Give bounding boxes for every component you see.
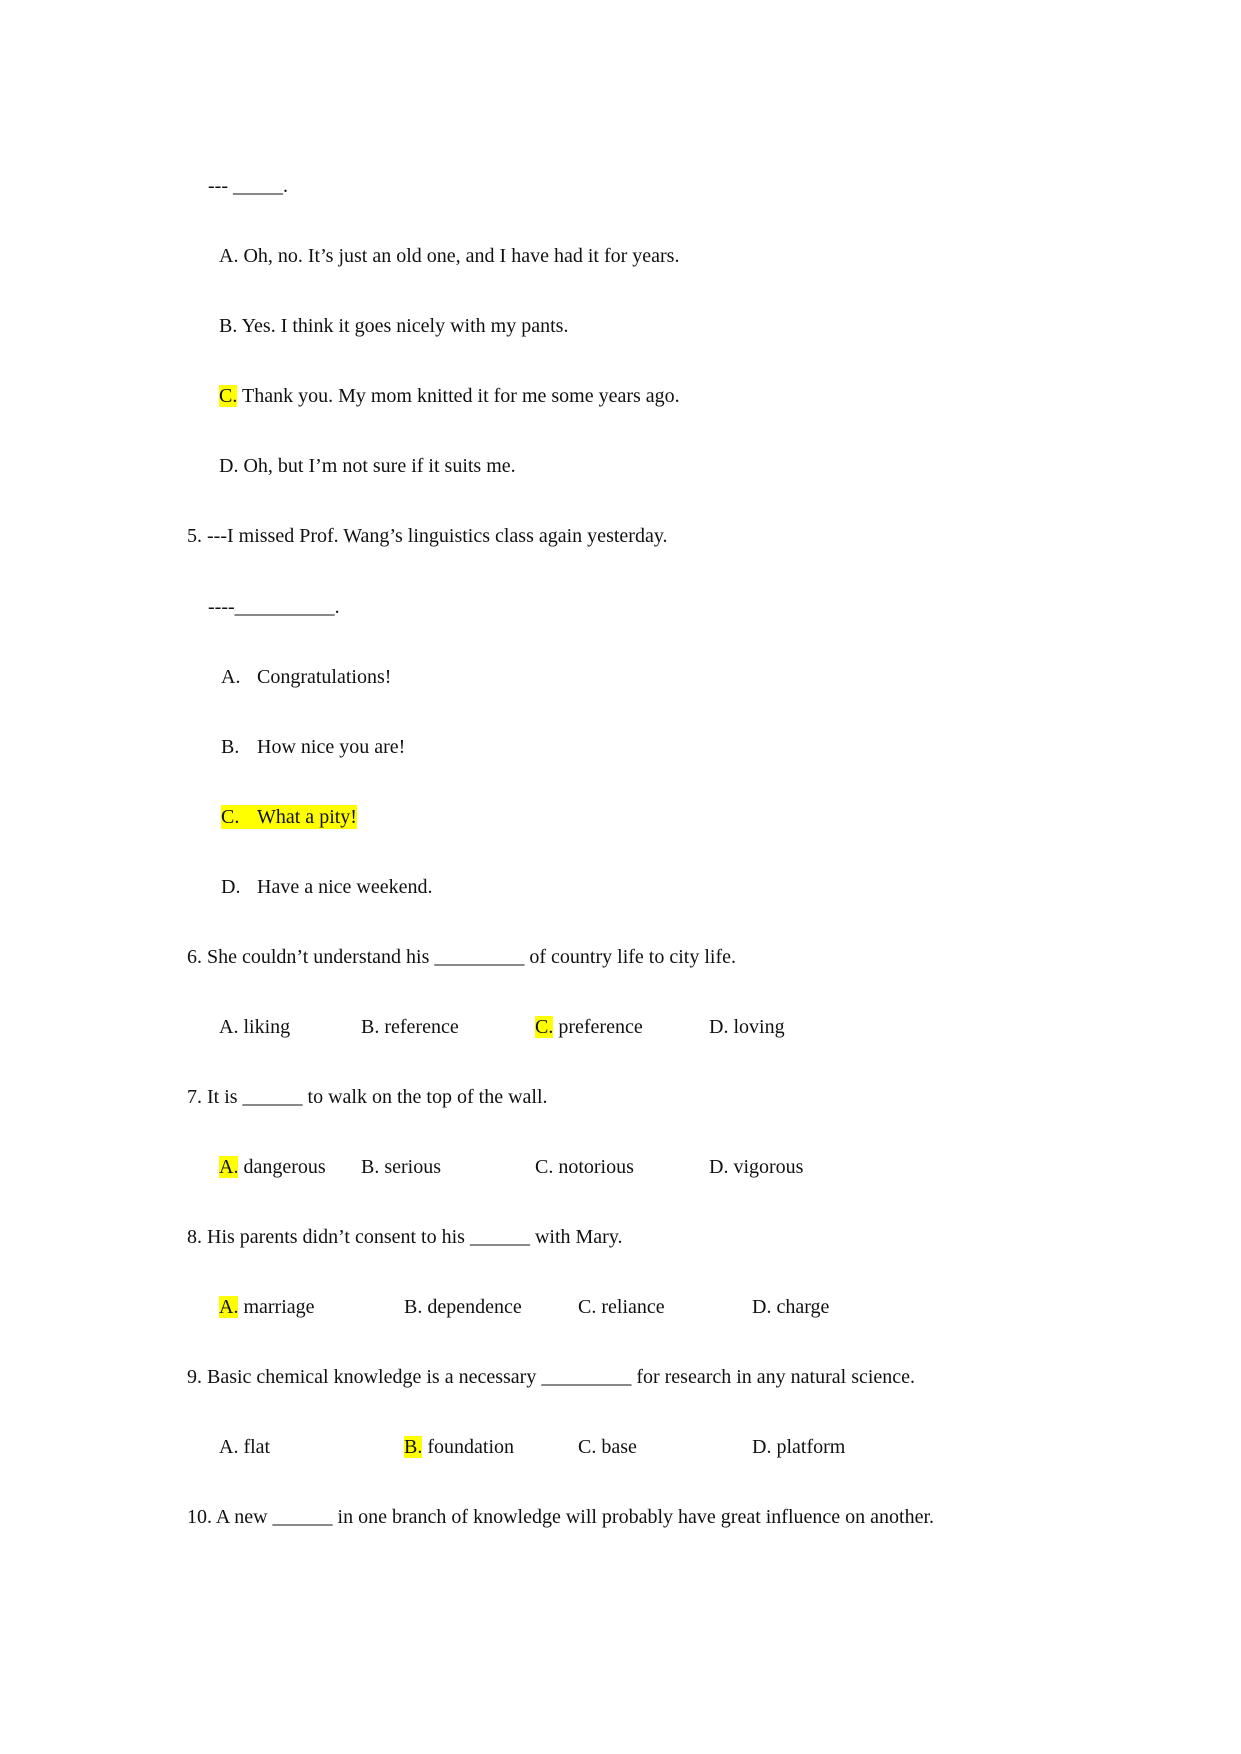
q8-option-d[interactable] — [752, 1295, 829, 1319]
q9-option-a[interactable] — [219, 1435, 270, 1459]
q7-option-b-text: serious — [379, 1156, 442, 1178]
q4-option-b[interactable] — [219, 314, 568, 338]
q8-option-c-text: reliance — [596, 1296, 665, 1318]
q4-option-d-letter: D. — [219, 455, 239, 477]
q7-option-d-letter: D. — [709, 1156, 729, 1178]
q4-option-d[interactable] — [219, 454, 516, 478]
q9-option-a-letter: A. — [219, 1436, 239, 1458]
q5-option-d-letter: D. — [221, 876, 241, 898]
q8-option-b[interactable] — [404, 1295, 522, 1319]
q4-option-d-text: Oh, but I’m not sure if it suits me. — [238, 455, 516, 477]
q4-option-b-letter: B. — [219, 315, 238, 337]
q10-stem: 10. A new ______ in one branch of knowledge will probably have great influence on another. — [187, 1506, 935, 1528]
q7-option-d-text: vigorous — [728, 1156, 804, 1178]
q6-stem: 6. She couldn’t understand his _________ of country life to city life. — [187, 946, 736, 968]
q9-option-c-text: base — [596, 1436, 637, 1458]
q8-option-a-text: marriage — [238, 1296, 315, 1318]
q8-option-d-text: charge — [771, 1296, 830, 1318]
q7-option-b-letter: B. — [361, 1156, 380, 1178]
q9-option-b-letter-highlighted: B. — [404, 1436, 423, 1458]
q6-option-c[interactable] — [535, 1015, 643, 1039]
q5-option-c-letter: C. — [221, 806, 240, 828]
q9-option-a-text: flat — [238, 1436, 271, 1458]
q4-option-c[interactable] — [219, 384, 680, 408]
q4-option-c-letter-highlighted: C. — [219, 385, 238, 407]
q6-option-a-text: liking — [238, 1016, 291, 1038]
q6-option-d-letter: D. — [709, 1016, 729, 1038]
q7-option-b[interactable] — [361, 1155, 441, 1179]
q9-option-d-text: platform — [771, 1436, 846, 1458]
q9-option-b-text: foundation — [422, 1436, 514, 1458]
q4-option-a-letter: A. — [219, 245, 239, 267]
q5-option-a-letter: A. — [221, 666, 241, 688]
q6-option-b-text: reference — [379, 1016, 459, 1038]
q6-option-b[interactable] — [361, 1015, 459, 1039]
q4-reply-line: --- _____. — [208, 175, 288, 197]
q6-option-d-text: loving — [728, 1016, 785, 1038]
q8-stem: 8. His parents didn’t consent to his ______ with Mary. — [187, 1226, 623, 1248]
q7-option-a-text: dangerous — [238, 1156, 326, 1178]
q5-option-b-text: How nice you are! — [257, 736, 406, 758]
q4-option-a[interactable] — [219, 244, 679, 268]
q7-option-c-text: notorious — [553, 1156, 634, 1178]
q6-option-c-letter-highlighted: C. — [535, 1016, 554, 1038]
q5-reply-line: ----__________. — [208, 596, 340, 618]
q9-option-c-letter: C. — [578, 1436, 597, 1458]
q6-option-b-letter: B. — [361, 1016, 380, 1038]
q9-option-d-letter: D. — [752, 1436, 772, 1458]
q7-option-d[interactable] — [709, 1155, 803, 1179]
q5-option-a-text: Congratulations! — [257, 666, 392, 688]
q5-option-d-text: Have a nice weekend. — [257, 876, 433, 898]
q5-option-c-text: What a pity! — [257, 806, 357, 828]
q7-option-c[interactable] — [535, 1155, 634, 1179]
q5-option-d[interactable] — [221, 875, 432, 899]
q7-option-a[interactable] — [219, 1155, 326, 1179]
q7-option-a-letter-highlighted: A. — [219, 1156, 239, 1178]
q6-option-a[interactable] — [219, 1015, 290, 1039]
q4-option-c-text: Thank you. My mom knitted it for me some years ago. — [237, 385, 680, 407]
q4-option-a-text: Oh, no. It’s just an old one, and I have had it for years. — [238, 245, 680, 267]
q8-option-d-letter: D. — [752, 1296, 772, 1318]
q8-option-a[interactable] — [219, 1295, 315, 1319]
q6-option-a-letter: A. — [219, 1016, 239, 1038]
q5-option-a[interactable] — [221, 665, 391, 689]
q7-option-c-letter: C. — [535, 1156, 554, 1178]
q8-option-c[interactable] — [578, 1295, 665, 1319]
q4-option-b-text: Yes. I think it goes nicely with my pants. — [237, 315, 569, 337]
q5-option-b-letter: B. — [221, 736, 240, 758]
q9-option-b[interactable] — [404, 1435, 514, 1459]
q6-option-d[interactable] — [709, 1015, 785, 1039]
q8-option-b-text: dependence — [422, 1296, 522, 1318]
q7-stem: 7. It is ______ to walk on the top of the wall. — [187, 1086, 548, 1108]
q9-option-c[interactable] — [578, 1435, 637, 1459]
q6-option-c-text: preference — [553, 1016, 643, 1038]
q5-option-c-highlighted — [221, 805, 357, 829]
q8-option-c-letter: C. — [578, 1296, 597, 1318]
q8-option-b-letter: B. — [404, 1296, 423, 1318]
q5-stem: 5. ---I missed Prof. Wang’s linguistics class again yesterday. — [187, 525, 668, 547]
q9-option-d[interactable] — [752, 1435, 845, 1459]
q8-option-a-letter-highlighted: A. — [219, 1296, 239, 1318]
q9-stem: 9. Basic chemical knowledge is a necessary _________ for research in any natural science. — [187, 1366, 916, 1388]
q5-option-b[interactable] — [221, 735, 405, 759]
q5-option-c[interactable] — [221, 805, 357, 829]
